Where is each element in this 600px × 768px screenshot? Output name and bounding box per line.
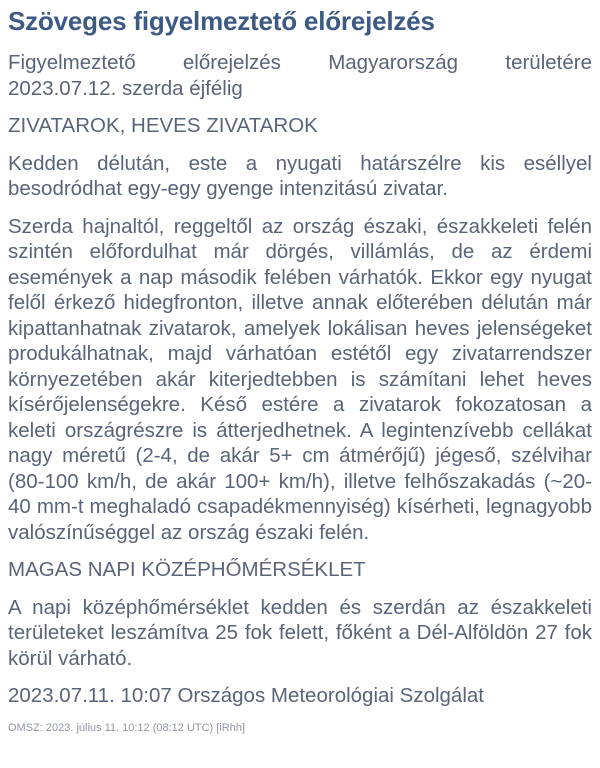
page-title: Szöveges figyelmeztető előrejelzés [8, 6, 435, 36]
issued-line: 2023.07.11. 10:07 Országos Meteorológiai Szolgálat [8, 684, 484, 707]
paragraph-tuesday-thunderstorms: Kedden délután, este a nyugati határszélre kis eséllyel besodródhat egy-egy gyenge intenzitású zivatar. [8, 151, 592, 200]
section-heading-thunderstorms: ZIVATAROK, HEVES ZIVATAROK [8, 114, 318, 137]
forecast-subtitle-line1: Figyelmeztető előrejelzés Magyarország területére [8, 51, 592, 74]
paragraph-mean-temperature: A napi középhőmérséklet kedden és szerdán az északkeleti területeket leszámítva 25 fok felett, főként a Dél-Alföldön 27 fok körül várható. [8, 595, 592, 670]
forecast-subtitle-line2: 2023.07.12. szerda éjfélig [8, 76, 243, 100]
section-heading-high-mean-temperature: MAGAS NAPI KÖZÉPHŐMÉRSÉKLET [8, 558, 366, 581]
paragraph-wednesday-thunderstorms: Szerda hajnaltól, reggeltől az ország északi, északkeleti felén szintén előfordulhat már dörgés, villámlás, de az érdemi események a nap második felében várhatók. Ekkor egy nyugat felől érkező hidegfronton, illetve annak előterében délután már kipattanhatnak zivatarok, amelyek lokálisan heves jelenségeket produkálhatnak, majd várhatóan estétől egy zivatarrendszer környezetében akár kiterjedtebben is számítani lehet heves kísérőjelenségekre. Késő estére a zivatarok fokozatosan a keleti országrészre is átterjedhetnek. A legintenzívebb cellákat nagy méretű (2-4, de akár 5+ cm átmérőjű) jégeső, szélvihar (80-100 km/h, de akár 100+ km/h), illetve felhőszakadás (~20-40 mm-t meghaladó csapadékmennyiség) kísérheti, legnagyobb valószínűséggel az ország északi felén. [8, 214, 592, 544]
forecast-subtitle [8, 50, 592, 101]
footer-note: OMSZ: 2023. július 11. 10:12 (08:12 UTC) [iRhh] [8, 721, 246, 734]
